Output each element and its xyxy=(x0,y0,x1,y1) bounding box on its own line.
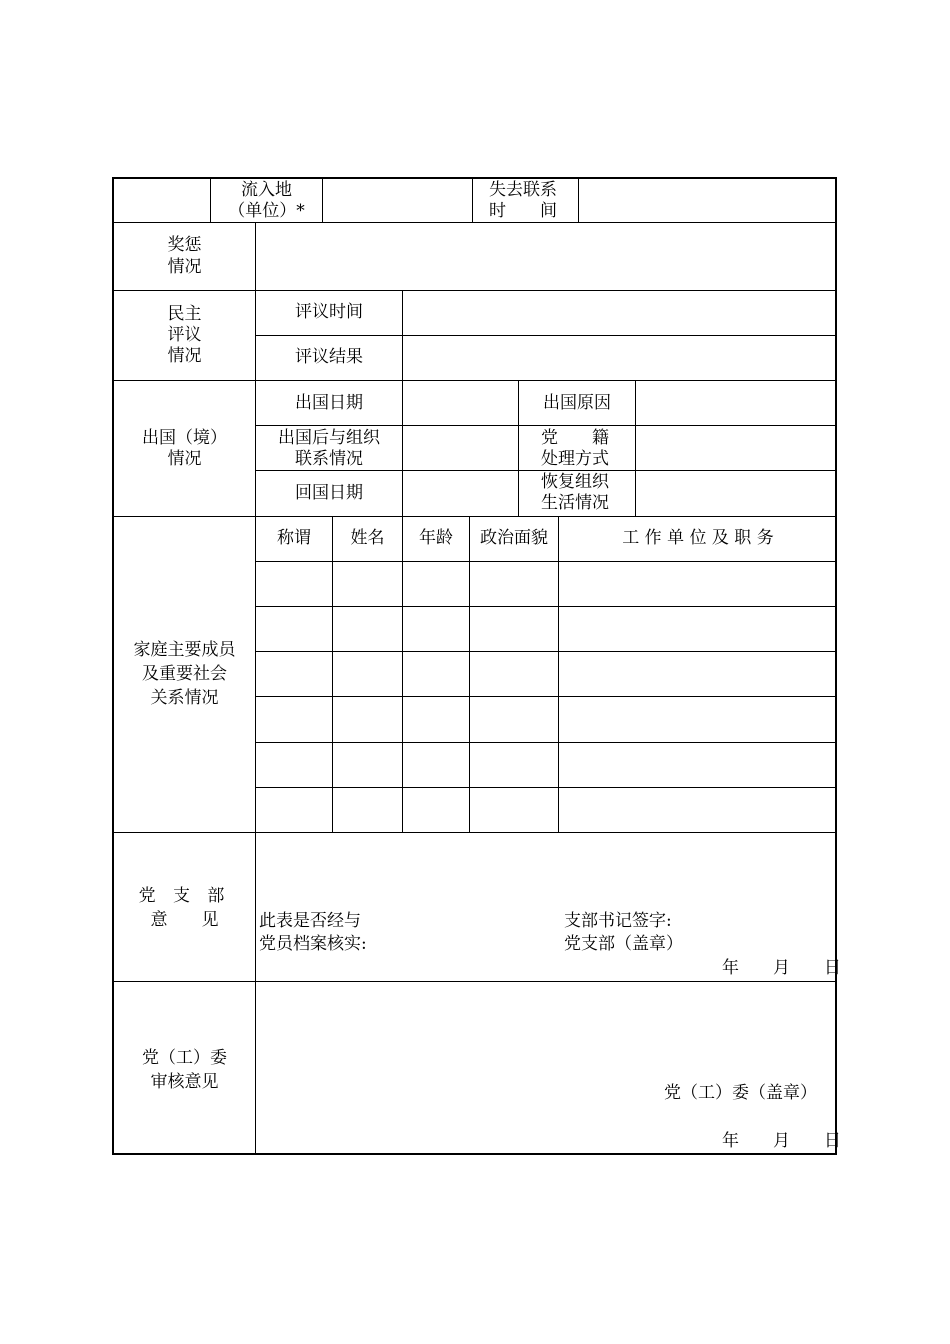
col-divider xyxy=(322,179,323,222)
return-date-label: 回国日期 xyxy=(295,483,363,503)
inflow-label-line2: （单位）* xyxy=(228,201,305,221)
family-label-line3: 关系情况 xyxy=(150,688,219,708)
restore-label-line1: 恢复组织 xyxy=(541,472,609,492)
committee-label-line1: 党（工）委 xyxy=(142,1048,227,1068)
party-member-registration-form xyxy=(112,177,841,1155)
branch-label-line2: 意 见 xyxy=(150,910,219,930)
family-col-divider xyxy=(469,516,470,832)
rewards-label-line2: 情况 xyxy=(167,257,202,277)
col-divider xyxy=(472,179,473,222)
branch-verify-line1: 此表是否经与 xyxy=(259,911,361,931)
family-col-header-title: 称谓 xyxy=(277,528,311,548)
review-time-label: 评议时间 xyxy=(295,302,363,322)
family-row-divider xyxy=(255,651,837,652)
branch-date: 年 月 日 xyxy=(722,958,841,978)
committee-date: 年 月 日 xyxy=(722,1131,841,1151)
branch-label-line1: 党 支 部 xyxy=(138,886,231,906)
membership-label-line2: 处理方式 xyxy=(541,449,609,469)
row-divider xyxy=(114,222,837,223)
col-divider xyxy=(635,380,636,516)
restore-label-line2: 生活情况 xyxy=(541,493,609,513)
abroad-label-line1: 出国（境） xyxy=(142,428,227,448)
row-divider xyxy=(114,981,837,982)
family-row-divider xyxy=(255,787,837,788)
branch-secretary-signature-label: 支部书记签字: xyxy=(564,911,672,931)
exit-date-label: 出国日期 xyxy=(295,393,363,413)
row-divider xyxy=(114,832,837,833)
rewards-label-line1: 奖惩 xyxy=(167,235,202,255)
branch-seal-label: 党支部（盖章） xyxy=(564,934,683,954)
family-col-header-political-status: 政治面貌 xyxy=(480,528,548,548)
row-divider xyxy=(114,290,837,291)
family-row-divider xyxy=(255,696,837,697)
lost-contact-label-line2: 时 间 xyxy=(489,201,557,221)
contact-after-exit-label-line1: 出国后与组织 xyxy=(278,428,380,448)
col-divider xyxy=(578,179,579,222)
row-divider xyxy=(114,380,837,381)
family-col-divider xyxy=(332,516,333,832)
family-col-header-name: 姓名 xyxy=(350,528,385,548)
review-result-label: 评议结果 xyxy=(295,347,363,367)
family-label-line1: 家庭主要成员 xyxy=(133,640,236,660)
contact-after-exit-label-line2: 联系情况 xyxy=(295,449,363,469)
family-col-header-age: 年龄 xyxy=(419,528,453,548)
row-divider xyxy=(255,335,837,336)
col-divider xyxy=(402,290,403,516)
family-col-header-work-unit: 工 作 单 位 及 职 务 xyxy=(622,528,774,548)
family-label-line2: 及重要社会 xyxy=(142,664,227,684)
lost-contact-label-line1: 失去联系 xyxy=(489,180,557,200)
committee-label-line2: 审核意见 xyxy=(150,1072,219,1092)
row-divider xyxy=(255,425,837,426)
inflow-label-line1: 流入地 xyxy=(241,180,292,200)
membership-label-line1: 党 籍 xyxy=(541,428,609,448)
row-divider xyxy=(114,516,837,517)
review-label-line1: 民主 xyxy=(167,304,202,324)
review-label-line3: 情况 xyxy=(167,346,202,366)
family-row-divider xyxy=(255,742,837,743)
family-row-divider xyxy=(255,561,837,562)
committee-seal-label: 党（工）委（盖章） xyxy=(664,1083,817,1103)
review-label-line2: 评议 xyxy=(167,325,202,345)
family-col-divider xyxy=(558,516,559,832)
exit-reason-label: 出国原因 xyxy=(543,393,611,413)
abroad-label-line2: 情况 xyxy=(167,449,202,469)
branch-verify-line2: 党员档案核实: xyxy=(259,934,367,954)
family-row-divider xyxy=(255,606,837,607)
family-col-divider xyxy=(402,516,403,832)
